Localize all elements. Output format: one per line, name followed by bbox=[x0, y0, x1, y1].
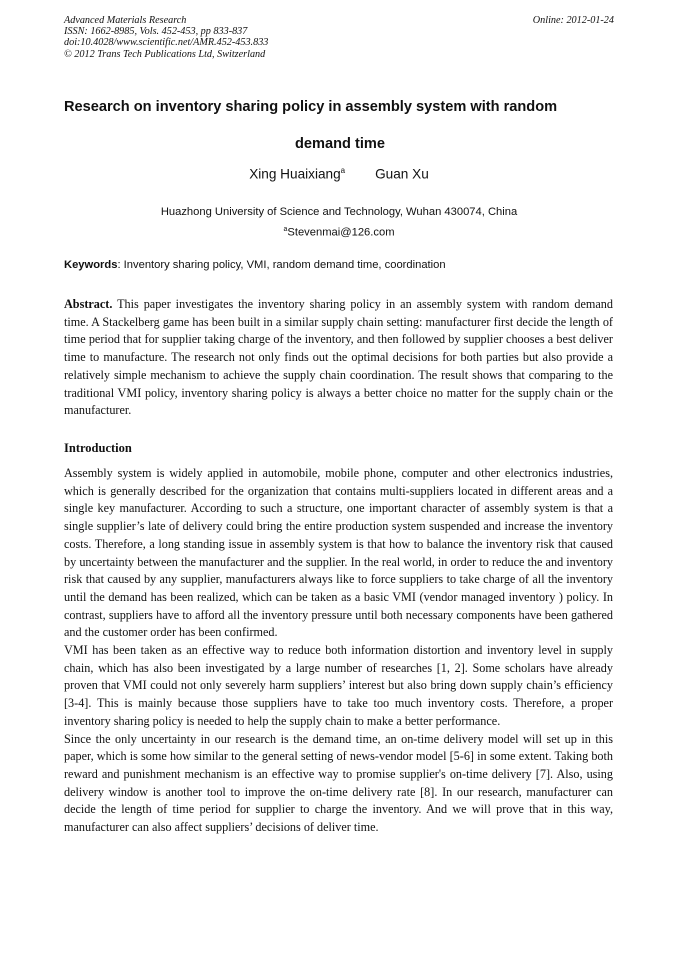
paragraph: VMI has been taken as an effective way to reduce both information distortion and inventory level in supply chain, which has also been investigated by a large number of researches [1, 2]. Some scholars have already proven that VMI could not only severely harm suppliers’ interest but also bring down supply chain’s efficiency [3-4]. This is mainly because those suppliers have to take too much inventory costs. Therefore, a proper inventory sharing policy is needed to help the supply chain to make a better performance. bbox=[64, 643, 613, 728]
author-2: Guan Xu bbox=[375, 166, 429, 182]
contact-email bbox=[0, 221, 678, 242]
keywords-label: Keywords bbox=[64, 259, 118, 271]
affiliation bbox=[0, 203, 678, 242]
title-line-2: demand time bbox=[294, 136, 385, 152]
doi-line: doi:10.4028/www.scientific.net/AMR.452-453.833 bbox=[64, 37, 269, 49]
abstract-label: Abstract. bbox=[64, 297, 113, 311]
institution: Huazhong University of Science and Technology, Wuhan 430074, China bbox=[160, 206, 518, 218]
introduction-body bbox=[64, 465, 613, 837]
title-line-1: Research on inventory sharing policy in assembly system with random bbox=[64, 99, 558, 115]
paper-title bbox=[60, 89, 620, 163]
online-date: Online: 2012-01-24 bbox=[532, 15, 614, 26]
abstract bbox=[64, 296, 613, 420]
email-mark: a bbox=[283, 226, 288, 233]
section-heading-introduction: Introduction bbox=[64, 441, 132, 455]
keywords-text: : Inventory sharing policy, VMI, random demand time, coordination bbox=[117, 259, 446, 271]
email-address: Stevenmai@126.com bbox=[287, 226, 395, 239]
copyright-line: © 2012 Trans Tech Publications Ltd, Switzerland bbox=[64, 48, 266, 60]
publication-info bbox=[64, 15, 268, 60]
author-list bbox=[0, 166, 678, 182]
keywords bbox=[64, 259, 624, 271]
paragraph: Assembly system is widely applied in automobile, mobile phone, computer and other electronics industries, which is generally described for the organization that contains multi-suppliers located in different areas and a single key manufacturer. According to such a structure, one important character of assembly system is that a single supplier’s late of delivery could bring the entire production system suspended and increase the inventory costs. Therefore, a long standing issue in assembly system is that how to balance the inventory risk that caused by uncertainty between the manufacturer and the supplier. In the real world, in order to reduce the and inventory risk that caused by any supplier, manufacturers always like to force suppliers to take charge of all the inventory until the demand has been realized, which can be taken as a basic VMI (vendor managed inventory ) policy. In contrast, suppliers have to afford all the inventory pressure until both necessary components have been gathered and the customer order has been confirmed. bbox=[64, 466, 613, 640]
author-1: Xing Huaixiang bbox=[249, 166, 341, 182]
journal-name: Advanced Materials Research bbox=[64, 15, 187, 26]
author-1-affiliation-mark: a bbox=[340, 166, 346, 175]
paragraph: Since the only uncertainty in our research is the demand time, an on-time delivery model will set up in this paper, which is some how similar to the general setting of news-vendor model [5-6] in some extent. Taking both reward and punishment mechanism is an effective way to promise supplier's on-time delivery [7]. Also, using delivery window is another tool to improve the on-time delivery rate [8]. In our research, manufacturer can decide the length of time period for supplier to charge the inventory. And we will prove that in this way, manufacturer can also affect suppliers’ decisions of deliver time. bbox=[64, 731, 613, 835]
issn-line: ISSN: 1662-8985, Vols. 452-453, pp 833-837 bbox=[64, 26, 248, 38]
abstract-text: This paper investigates the inventory sharing policy in an assembly system with random demand time. A Stackelberg game has been built in a similar supply chain setting: manufacturer first decide the length of time period that for supplier taking charge of the inventory, and then followed by supplier chooses a best deliver time to manufacture. The research not only finds out the optimal decisions for both parties but also provide a relatively simple mechanism to achieve the supply chain coordination. The result shows that comparing to the traditional VMI policy, inventory sharing policy is always a better choice no matter for the supply chain or the manufacturer. bbox=[64, 297, 613, 418]
